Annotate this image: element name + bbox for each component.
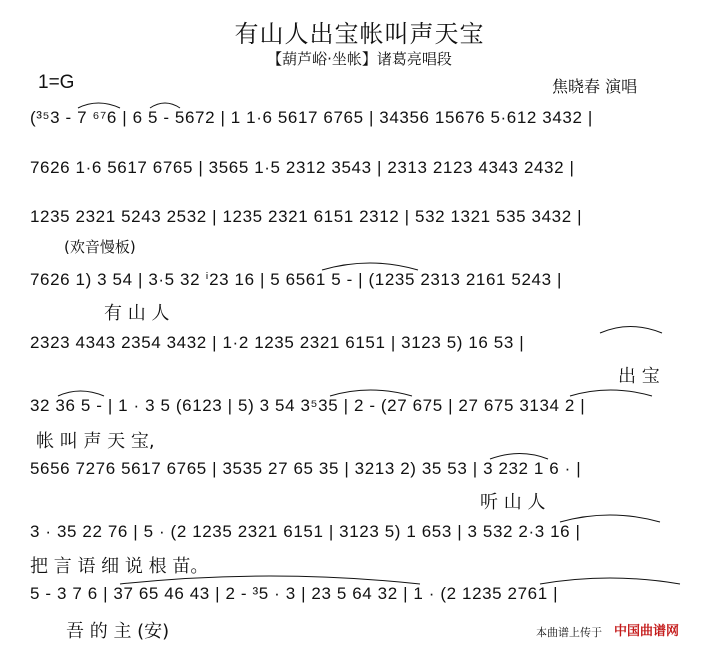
notes: 5 - 3 7 6 | 37 65 46 43 | 2 - ³5 · 3 | 23 5 64 32 | 1 · (2 1235 2761 |	[30, 584, 559, 603]
notes: 5656 7276 5617 6765 | 3535 27 65 35 | 3213 2) 35 53 | 3 232 1 6 · |	[30, 459, 582, 478]
staff-row-8	[26, 522, 692, 552]
lyric-line: 听 山 人	[480, 492, 546, 513]
lyric-line: 帐 叫 声 天 宝,	[36, 431, 155, 452]
notes: 7626 1) 3 54 | 3·5 32 ⁱ23 16 | 5 6561 5 - | (1235 2313 2161 5243 |	[30, 270, 562, 289]
notes: 7626 1·6 5617 6765 | 3565 1·5 2312 3543 | 2313 2123 4343 2432 |	[30, 158, 575, 177]
lyric-line: 出 宝	[618, 366, 660, 387]
staff-row-3	[26, 207, 692, 237]
staff-row-5	[26, 333, 692, 363]
score-title: 有山人出宝帐叫声天宝	[234, 20, 485, 48]
staff-row-7	[26, 459, 692, 489]
staff-row-1	[26, 108, 692, 138]
score-subtitle: 【葫芦峪·坐帐】诸葛亮唱段	[267, 50, 452, 68]
lyric-line: 把 言 语 细 说 根 苗。	[30, 556, 209, 577]
notes: 32 36 5 - | 1 · 3 5 (6123 | 5) 3 54 3⁵35 | 2 - (27 675 | 27 675 3134 2 |	[30, 396, 586, 415]
key-signature: 1=G	[38, 72, 75, 93]
notes: 3 · 35 22 76 | 5 · (2 1235 2321 6151 | 3123 5) 1 653 | 3 532 2·3 16 |	[30, 522, 581, 541]
footer-text: 本曲谱上传于	[536, 626, 602, 639]
tempo-annotation: (欢音慢板)	[64, 238, 136, 256]
staff-row-6	[26, 396, 692, 426]
staff-row-9	[26, 584, 692, 614]
notes: (³⁵3 - 7 ⁶⁷6 | 6 5 - 5672 | 1 1·6 5617 6765 | 34356 15676 5·612 3432 |	[30, 108, 593, 127]
lyric-line: 吾 的 主 (安)	[66, 621, 170, 642]
notes: 1235 2321 5243 2532 | 1235 2321 6151 2312 | 532 1321 535 3432 |	[30, 207, 583, 226]
staff-row-2	[26, 158, 692, 188]
staff-row-4	[26, 270, 692, 300]
lyric-line: 有 山 人	[104, 303, 170, 324]
site-logo: 中国曲谱网	[614, 624, 680, 639]
singer-credit: 焦晓春 演唱	[552, 77, 638, 96]
notes: 2323 4343 2354 3432 | 1·2 1235 2321 6151 | 3123 5) 16 53 |	[30, 333, 525, 352]
